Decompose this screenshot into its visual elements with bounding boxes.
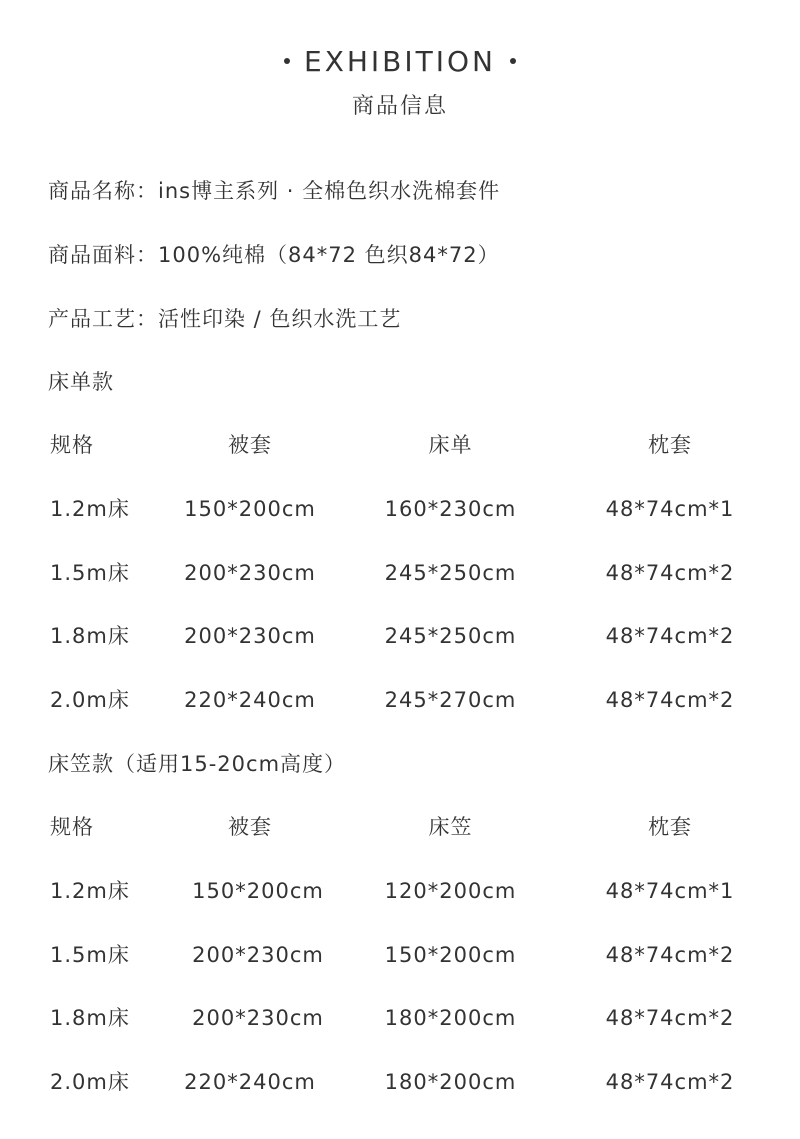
table-cell: 200*230cm bbox=[184, 561, 316, 585]
section-title-flat-sheet: 床单款 bbox=[48, 370, 114, 394]
table-cell: 200*230cm bbox=[192, 943, 324, 967]
table-cell: 180*200cm bbox=[384, 1006, 517, 1030]
table-cell: 1.8m床 bbox=[50, 1006, 130, 1030]
table-cell: 2.0m床 bbox=[50, 688, 130, 712]
info-value: 活性印染 / 色织水洗工艺 bbox=[158, 307, 402, 331]
table-header-row bbox=[0, 430, 800, 460]
page-header bbox=[0, 44, 800, 122]
info-craft bbox=[48, 304, 401, 334]
table-cell: 48*74cm*2 bbox=[605, 943, 735, 967]
header-cell: 被套 bbox=[228, 815, 272, 839]
info-value: 100%纯棉（84*72 色织84*72） bbox=[158, 243, 500, 267]
table-cell: 2.0m床 bbox=[50, 1070, 130, 1094]
table-cell: 48*74cm*2 bbox=[605, 1070, 735, 1094]
table-cell: 1.2m床 bbox=[50, 879, 130, 903]
table-cell: 200*230cm bbox=[184, 624, 316, 648]
table-cell: 200*230cm bbox=[192, 1006, 324, 1030]
header-cell: 床笠 bbox=[428, 815, 473, 839]
table-cell: 1.5m床 bbox=[50, 561, 130, 585]
section-title-fitted-sheet: 床笠款（适用15-20cm高度） bbox=[48, 752, 347, 776]
table-row bbox=[0, 1003, 800, 1033]
table-cell: 48*74cm*1 bbox=[605, 497, 735, 521]
table-cell: 180*200cm bbox=[384, 1070, 517, 1094]
table-cell: 160*230cm bbox=[384, 497, 517, 521]
table-cell: 245*250cm bbox=[384, 624, 517, 648]
table-cell: 1.5m床 bbox=[50, 943, 130, 967]
bullet-dot-icon bbox=[284, 58, 290, 64]
table-cell: 150*200cm bbox=[184, 497, 316, 521]
table-row bbox=[0, 940, 800, 970]
header-subtitle: 商品信息 bbox=[351, 94, 448, 119]
table-cell: 245*270cm bbox=[384, 688, 517, 712]
table-row bbox=[0, 558, 800, 588]
info-value: ins博主系列 · 全棉色织水洗棉套件 bbox=[158, 179, 501, 203]
info-fabric bbox=[48, 240, 500, 270]
table-row bbox=[0, 494, 800, 524]
table-cell: 48*74cm*2 bbox=[605, 561, 735, 585]
table-cell: 220*240cm bbox=[184, 1070, 316, 1094]
table-cell: 150*200cm bbox=[384, 943, 517, 967]
table-row bbox=[0, 876, 800, 906]
table-cell: 48*74cm*2 bbox=[605, 688, 735, 712]
table-cell: 150*200cm bbox=[192, 879, 324, 903]
table-row bbox=[0, 685, 800, 715]
info-label: 商品名称： bbox=[48, 179, 158, 203]
table-cell: 245*250cm bbox=[384, 561, 517, 585]
table-cell: 1.8m床 bbox=[50, 624, 130, 648]
header-cell: 被套 bbox=[228, 433, 272, 457]
header-cell: 规格 bbox=[50, 815, 94, 839]
table-cell: 48*74cm*2 bbox=[605, 624, 735, 648]
header-title: EXHIBITION bbox=[304, 45, 496, 78]
header-cell: 规格 bbox=[50, 433, 94, 457]
table-cell: 120*200cm bbox=[384, 879, 517, 903]
table-header-row bbox=[0, 812, 800, 842]
header-cell: 枕套 bbox=[648, 815, 692, 839]
header-title-line bbox=[0, 44, 800, 80]
info-label: 商品面料： bbox=[48, 243, 158, 267]
header-cell: 床单 bbox=[428, 433, 473, 457]
table-cell: 1.2m床 bbox=[50, 497, 130, 521]
header-cell: 枕套 bbox=[648, 433, 692, 457]
table-cell: 220*240cm bbox=[184, 688, 316, 712]
table-cell: 48*74cm*2 bbox=[605, 1006, 735, 1030]
table-row bbox=[0, 1067, 800, 1097]
table-row bbox=[0, 621, 800, 651]
table-cell: 48*74cm*1 bbox=[605, 879, 735, 903]
info-label: 产品工艺： bbox=[48, 307, 158, 331]
bullet-dot-icon bbox=[510, 58, 516, 64]
info-product-name bbox=[48, 176, 500, 206]
